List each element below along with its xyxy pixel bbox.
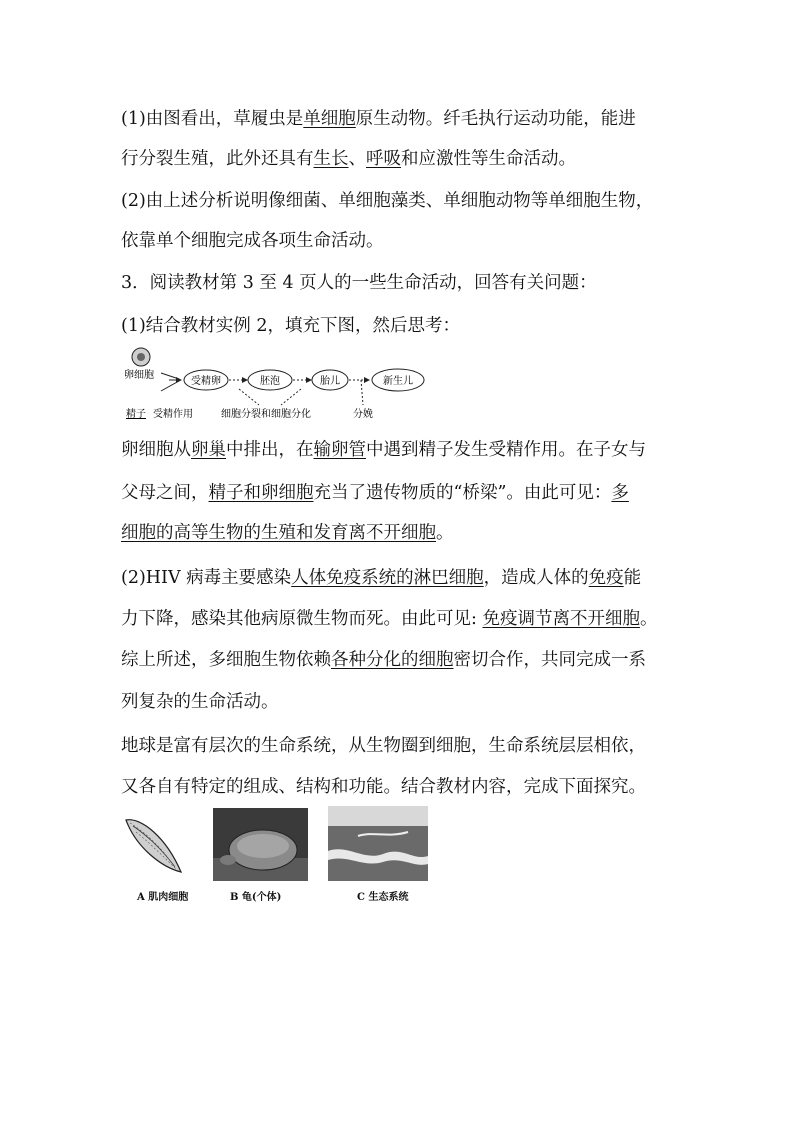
ecosystem-image bbox=[328, 806, 428, 881]
connector-line bbox=[161, 381, 179, 391]
egg-cell-label: 卵细胞 bbox=[124, 370, 154, 381]
para-2-line-1: (2)由上述分析说明像细菌、单细胞藻类、单细胞动物等单细胞生物， bbox=[121, 191, 654, 211]
zygote-label: 受精卵 bbox=[191, 376, 221, 387]
para-6-line-1: (2)HIV 病毒主要感染人体免疫系统的淋巴细胞，造成人体的免疫能 bbox=[121, 568, 642, 588]
question-3-part-1: (1)结合教材实例 2，填充下图，然后思考： bbox=[121, 316, 460, 336]
embryo-label: 胚泡 bbox=[260, 376, 280, 387]
answer-blank: 精子和卵细胞 bbox=[208, 483, 314, 503]
muscle-cell-image bbox=[121, 812, 186, 877]
birth-label: 分娩 bbox=[353, 409, 373, 420]
answer-blank: 生长 bbox=[313, 149, 349, 169]
answer-blank: 呼吸 bbox=[366, 149, 401, 169]
para-1-line-2: 行分裂生殖，此外还具有生长、呼吸和应激性等生命活动。 bbox=[121, 149, 576, 169]
figure-c-caption: C 生态系统 bbox=[357, 892, 409, 903]
answer-blank: 卵巢 bbox=[191, 440, 226, 460]
newborn-label: 新生儿 bbox=[383, 376, 413, 387]
answer-blank: 输卵管 bbox=[313, 440, 366, 460]
connector-line bbox=[239, 389, 259, 405]
answer-blank: 多 bbox=[611, 483, 629, 503]
answer-blank: 单细胞 bbox=[303, 109, 356, 129]
figure-a-caption: A 肌肉细胞 bbox=[137, 892, 189, 903]
answer-blank: 各种分化的细胞 bbox=[331, 650, 454, 670]
connector-line bbox=[161, 373, 179, 379]
question-3-heading: 3．阅读教材第 3 至 4 页人的一些生命活动，回答有关问题： bbox=[121, 273, 597, 293]
process-label: 细胞分裂和细胞分化 bbox=[221, 409, 311, 420]
connector-line bbox=[281, 389, 301, 405]
sperm-label: 精子 bbox=[126, 409, 146, 420]
fertilization-label: 受精作用 bbox=[153, 409, 193, 420]
para-2-line-2: 依靠单个细胞完成各项生命活动。 bbox=[121, 231, 384, 251]
answer-blank: 细胞的高等生物的生殖和发育离不开细胞 bbox=[121, 523, 436, 543]
answer-blank: 免疫 bbox=[588, 568, 624, 588]
para-6-line-3: 综上所述，多细胞生物依赖各种分化的细胞密切合作，共同完成一系 bbox=[121, 650, 646, 670]
para-7-line-1: 地球是富有层次的生命系统，从生物圈到细胞，生命系统层层相依， bbox=[121, 736, 646, 756]
para-6-line-4: 列复杂的生命活动。 bbox=[121, 692, 279, 712]
fetus-label: 胎儿 bbox=[320, 376, 340, 387]
turtle-image bbox=[213, 808, 308, 881]
development-flow-diagram bbox=[121, 345, 441, 425]
figure-b-caption: B 龟(个体) bbox=[230, 892, 282, 903]
para-6-line-2: 力下降，感染其他病原微生物而死。由此可见: 免疫调节离不开细胞。 bbox=[121, 609, 658, 629]
para-5-line-1: 卵细胞从卵巢中排出，在输卵管中遇到精子发生受精作用。在子女与 bbox=[121, 440, 646, 460]
para-7-line-2: 又各自有特定的组成、结构和功能。结合教材内容，完成下面探究。 bbox=[121, 777, 646, 797]
egg-cell-icon bbox=[132, 348, 150, 366]
para-5-line-3: 细胞的高等生物的生殖和发育离不开细胞。 bbox=[121, 523, 454, 543]
answer-blank: 免疫调节离不开细胞 bbox=[482, 609, 640, 629]
answer-blank: 人体免疫系统的淋巴细胞 bbox=[291, 568, 484, 588]
para-1-line-1: (1)由图看出，草履虫是单细胞原生动物。纤毛执行运动功能，能进 bbox=[121, 109, 636, 129]
para-5-line-2: 父母之间，精子和卵细胞充当了遗传物质的“桥梁”。由此可见：多 bbox=[121, 483, 629, 503]
connector-line bbox=[361, 380, 363, 405]
